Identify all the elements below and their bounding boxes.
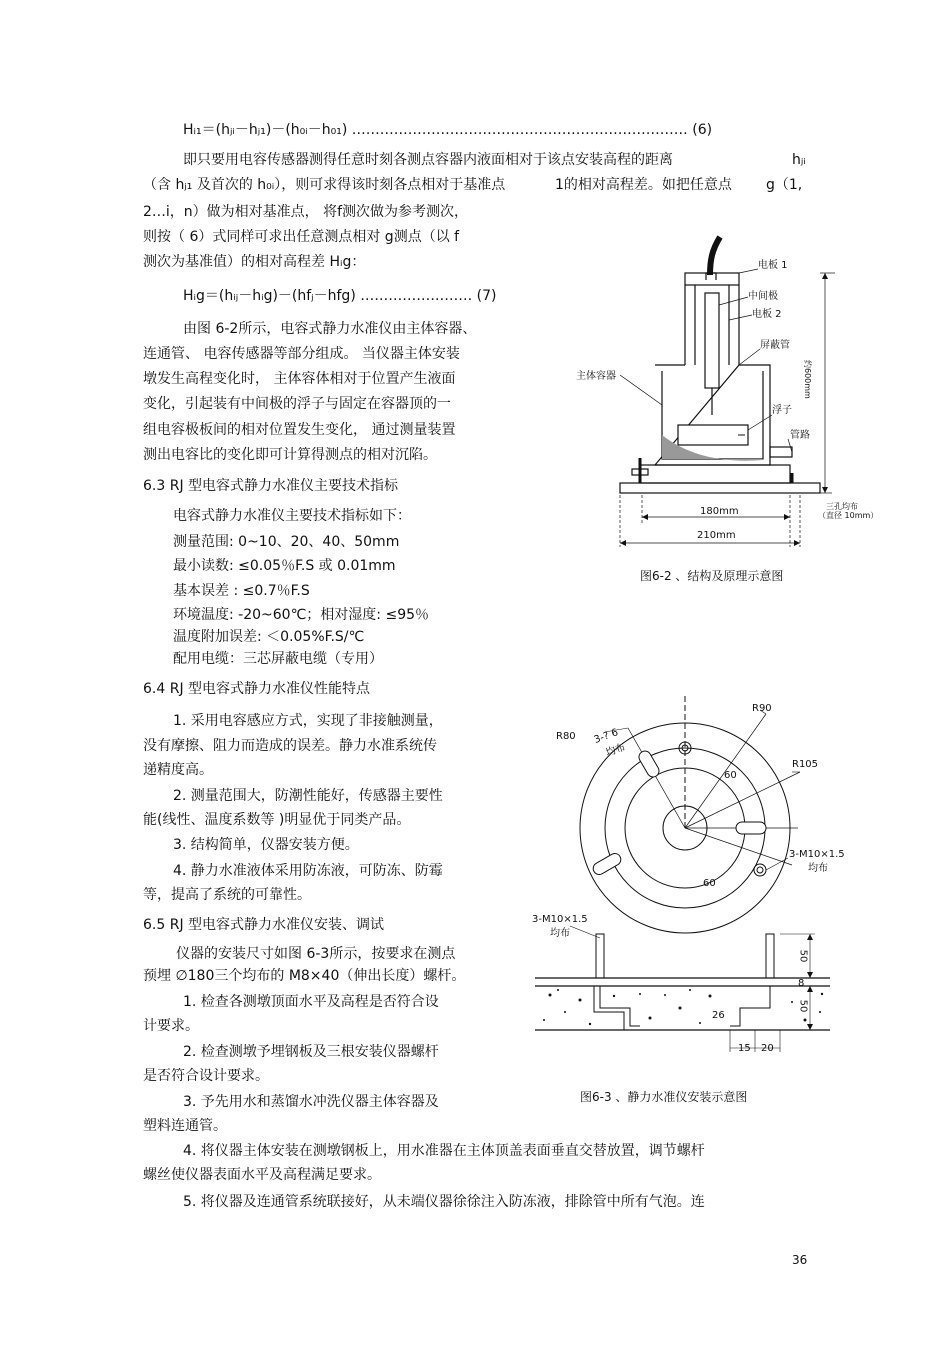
spec-min-reading: 最小读数: ≤0.05％F.S 或 0.01mm (173, 558, 396, 574)
para2-line2: 连通管、 电容传感器等部分组成。 当仪器主体安装 (143, 346, 460, 362)
label-electrode-1: 电板 1 (758, 260, 788, 271)
label-main-container: 主体容器 (576, 371, 616, 382)
dim-50-upper: 50 (797, 949, 809, 963)
feature2-line1: 2. 测量范围大，防潮性能好，传感器主要性 (173, 788, 443, 804)
step1-line2: 计要求。 (143, 1018, 199, 1034)
feature1-line2: 没有摩擦、阻力而造成的误差。静力水准系统传 (143, 738, 437, 754)
spec-basic-error: 基本误差 : ≤0.7％F.S (173, 583, 310, 599)
para1-line1-tail: hⱼᵢ (792, 152, 806, 168)
para2-line3: 墩发生高程变化时， 主体容体相对于位置产生液面 (143, 371, 456, 387)
dim-8: 8 (798, 978, 805, 989)
label-thread-left-even: 均布 (550, 928, 570, 939)
para1-line5: 测次为基准值）的相对高程差 Hᵢg： (143, 254, 366, 270)
feature4-line2: 等，提高了系统的可靠性。 (143, 887, 311, 903)
feature2-line2: 能(线性、温度系数等 )明显优于同类产品。 (143, 812, 411, 828)
spec-cable: 配用电缆：三芯屏蔽电缆（专用） (173, 651, 383, 667)
spec-environment: 环境温度: -20~60℃；相对湿度: ≤95％ (173, 607, 430, 623)
label-thread-left: 3-M10×1.5 (532, 914, 588, 925)
para1-line2-mid: 1的相对高程差。如把任意点 (555, 177, 732, 193)
para1-line3: 2…i，n）做为相对基准点， 将f测次做为参考测次， (143, 204, 469, 220)
feature1-line3: 递精度高。 (143, 762, 213, 778)
label-height: 约600mm (803, 360, 812, 399)
feature3: 3. 结构简单，仪器安装方便。 (173, 837, 359, 853)
step1-line1: 1. 检查各测墩顶面水平及高程是否符合设 (183, 994, 439, 1010)
para1-line4: 则按（ 6）式同样可求出任意测点相对 g测点（以 f (143, 229, 460, 245)
figure-6-3-caption: 图6-3 、静力水准仪安装示意图 (580, 1090, 748, 1104)
section-6-3-heading: 6.3 RJ 型电容式静力水准仪主要技术指标 (143, 478, 399, 494)
spec-intro: 电容式静力水准仪主要技术指标如下： (173, 508, 411, 524)
formula-7: Hᵢg＝(hᵢⱼ－hᵢg)－(hfⱼ－hfg) …………………… (7) (183, 288, 497, 304)
label-r80: R80 (556, 731, 576, 742)
dim-50-lower: 50 (797, 999, 809, 1013)
para2-line5: 组电容极板间的相对位置发生变化， 通过测量装置 (143, 422, 456, 438)
label-electrode-2: 电板 2 (752, 309, 782, 320)
label-angle-60-lower: 60 (703, 878, 716, 889)
spec-range: 测量范围: 0~10、20、40、50mm (173, 534, 400, 550)
para1-line2: （含 hⱼ₁ 及首次的 h₀ᵢ），则可求得该时刻各点相对于基准点 (143, 177, 506, 193)
section-6-4-heading: 6.4 RJ 型电容式静力水准仪性能特点 (143, 681, 371, 697)
dim-15: 15 (738, 1043, 751, 1054)
step3-line1: 3. 予先用水和蒸馏水冲洗仪器主体容器及 (183, 1094, 439, 1110)
label-slots-even: 均布 (604, 741, 628, 760)
label-thread-right: 3-M10×1.5 (789, 849, 845, 860)
step2-line2: 是否符合设计要求。 (143, 1068, 269, 1084)
label-middle-electrode: 中间极 (748, 291, 778, 302)
install-line2: 预埋 ∅180三个均布的 M8×40（伸出长度）螺杆。 (143, 968, 466, 984)
feature1-line1: 1. 采用电容感应方式，实现了非接触测量， (173, 713, 443, 729)
label-hole-diameter: （直径 10mm） (818, 511, 879, 520)
dim-20: 20 (761, 1043, 774, 1054)
section-6-5-heading: 6.5 RJ 型电容式静力水准仪安装、调试 (143, 917, 385, 933)
para1-line2-tail: g（1, (766, 177, 803, 193)
dim-180mm: 180mm (700, 506, 739, 517)
dim-26: 26 (712, 1010, 725, 1021)
feature4-line1: 4. 静力水准液体采用防冻液，可防冻、防霉 (173, 863, 443, 879)
label-shield-tube: 屏蔽管 (760, 340, 790, 351)
step4-line2: 螺丝使仪器表面水平及高程满足要求。 (143, 1167, 381, 1183)
step4-line1: 4. 将仪器主体安装在测墩钢板上，用水准器在主体顶盖表面垂直交替放置，调节螺杆 (183, 1143, 705, 1159)
label-thread-right-even: 均布 (808, 863, 828, 874)
page-number: 36 (792, 1253, 808, 1267)
formula-6: Hᵢ₁＝(hⱼᵢ－hⱼ₁)－(h₀ᵢ－h₀₁) ……………………………………………………………… (6) (183, 122, 713, 138)
step3-line2: 塑料连通管。 (143, 1118, 227, 1134)
figure-6-2-caption: 图6-2 、结构及原理示意图 (640, 569, 784, 583)
para1-line1: 即只要用电容传感器测得任意时刻各测点容器内液面相对于该点安装高程的距离 (183, 152, 673, 168)
step5-line1: 5. 将仪器及连通管系统联接好，从未端仪器徐徐注入防冻液，排除管中所有气泡。连 (183, 1194, 705, 1210)
label-three-holes: 三孔均布 (826, 502, 858, 511)
label-r90: R90 (752, 703, 772, 714)
label-angle-60-upper: 60 (724, 770, 737, 781)
para2-line6: 测出电容比的变化即可计算得测点的相对沉陷。 (143, 447, 437, 463)
install-line1: 仪器的安装尺寸如图 6-3所示，按要求在测点 (176, 946, 456, 962)
label-slots: 3-? 6 (592, 727, 620, 746)
figure-6-3-drawing (530, 690, 840, 1070)
para2-line4: 变化，引起装有中间极的浮子与固定在容器顶的一 (143, 396, 451, 412)
dim-210mm: 210mm (697, 530, 736, 541)
spec-temp-error: 温度附加误差: ＜0.05%F.S/℃ (173, 629, 365, 645)
label-r105: R105 (792, 759, 819, 770)
label-float: 浮子 (772, 405, 792, 416)
step2-line1: 2. 检查测墩予埋钢板及三根安装仪器螺杆 (183, 1044, 439, 1060)
label-pipe: 管路 (790, 430, 810, 441)
para2-line1: 由图 6-2所示，电容式静力水准仪由主体容器、 (183, 321, 477, 337)
